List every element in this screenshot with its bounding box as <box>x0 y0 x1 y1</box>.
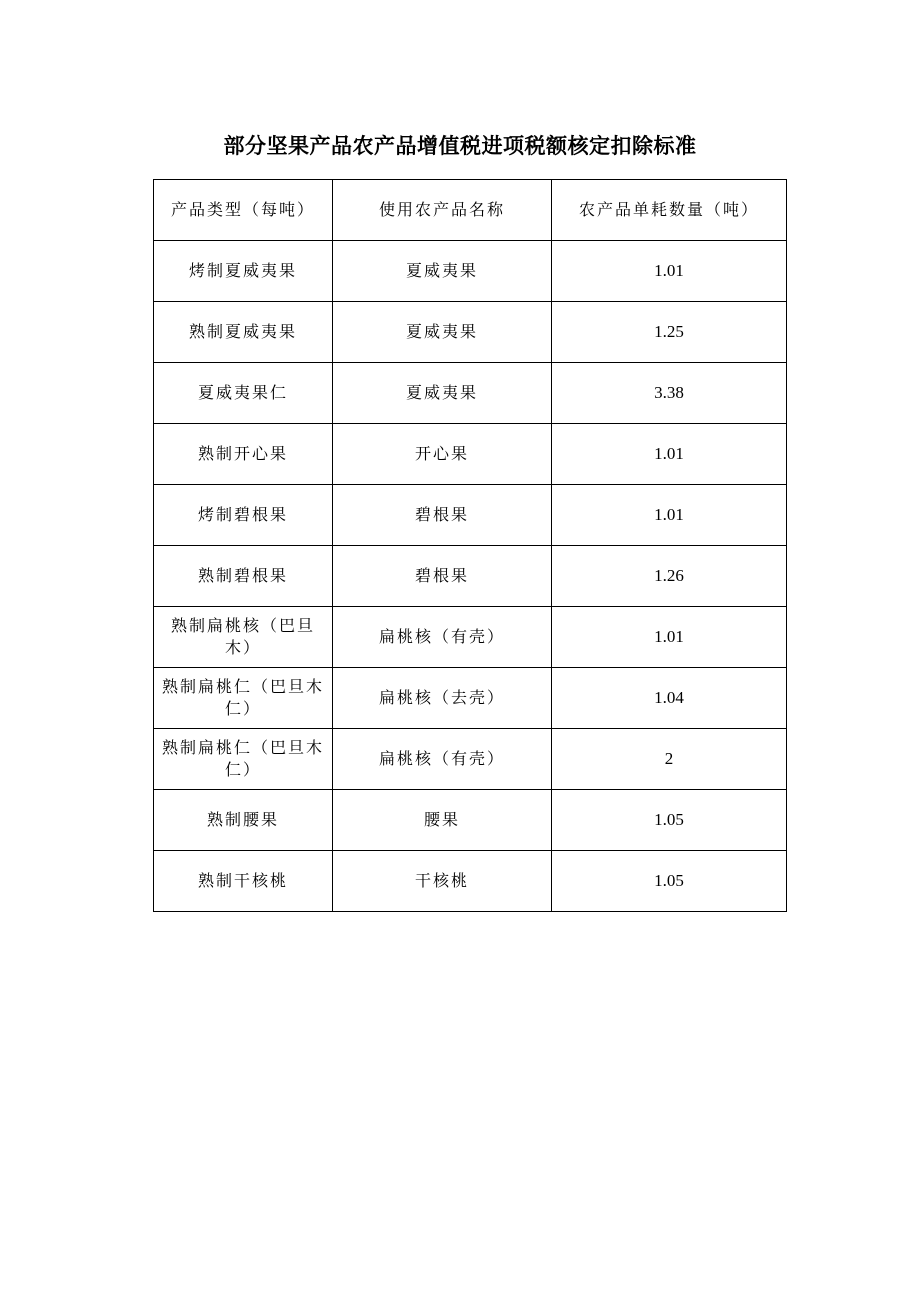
cell-unit-consumption: 1.01 <box>552 424 787 485</box>
table-row <box>154 790 787 851</box>
cell-raw-material: 夏威夷果 <box>333 363 552 424</box>
cell-raw-material: 碧根果 <box>333 485 552 546</box>
header-raw-material-name: 使用农产品名称 <box>333 180 552 241</box>
cell-raw-material: 碧根果 <box>333 546 552 607</box>
cell-product-type: 熟制扁桃仁（巴旦木仁） <box>154 729 333 790</box>
cell-unit-consumption: 1.01 <box>552 485 787 546</box>
cell-unit-consumption: 2 <box>552 729 787 790</box>
cell-raw-material: 干核桃 <box>333 851 552 912</box>
cell-product-type: 熟制夏威夷果 <box>154 302 333 363</box>
table-row <box>154 363 787 424</box>
cell-product-type: 熟制扁桃仁（巴旦木仁） <box>154 668 333 729</box>
cell-product-type: 熟制碧根果 <box>154 546 333 607</box>
cell-product-type: 熟制干核桃 <box>154 851 333 912</box>
cell-unit-consumption: 3.38 <box>552 363 787 424</box>
deduction-standard-table <box>153 179 787 912</box>
table-row <box>154 851 787 912</box>
page-title: 部分坚果产品农产品增值税进项税额核定扣除标准 <box>223 134 697 158</box>
cell-unit-consumption: 1.05 <box>552 790 787 851</box>
table-row <box>154 729 787 790</box>
table-row <box>154 424 787 485</box>
table-row <box>154 241 787 302</box>
cell-unit-consumption: 1.04 <box>552 668 787 729</box>
cell-raw-material: 扁桃核（有壳） <box>333 607 552 668</box>
cell-product-type: 熟制腰果 <box>154 790 333 851</box>
cell-raw-material: 夏威夷果 <box>333 302 552 363</box>
cell-unit-consumption: 1.25 <box>552 302 787 363</box>
table-header-row <box>154 180 787 241</box>
cell-product-type: 熟制开心果 <box>154 424 333 485</box>
cell-unit-consumption: 1.01 <box>552 607 787 668</box>
cell-raw-material: 扁桃核（去壳） <box>333 668 552 729</box>
cell-unit-consumption: 1.26 <box>552 546 787 607</box>
table-row <box>154 668 787 729</box>
cell-product-type: 烤制碧根果 <box>154 485 333 546</box>
cell-raw-material: 夏威夷果 <box>333 241 552 302</box>
cell-unit-consumption: 1.05 <box>552 851 787 912</box>
cell-raw-material: 开心果 <box>333 424 552 485</box>
header-unit-consumption: 农产品单耗数量（吨） <box>552 180 787 241</box>
table-row <box>154 607 787 668</box>
cell-unit-consumption: 1.01 <box>552 241 787 302</box>
table-row <box>154 485 787 546</box>
cell-product-type: 夏威夷果仁 <box>154 363 333 424</box>
table-row <box>154 546 787 607</box>
cell-product-type: 熟制扁桃核（巴旦木） <box>154 607 333 668</box>
cell-raw-material: 扁桃核（有壳） <box>333 729 552 790</box>
cell-raw-material: 腰果 <box>333 790 552 851</box>
header-product-type: 产品类型（每吨） <box>154 180 333 241</box>
table-row <box>154 302 787 363</box>
cell-product-type: 烤制夏威夷果 <box>154 241 333 302</box>
